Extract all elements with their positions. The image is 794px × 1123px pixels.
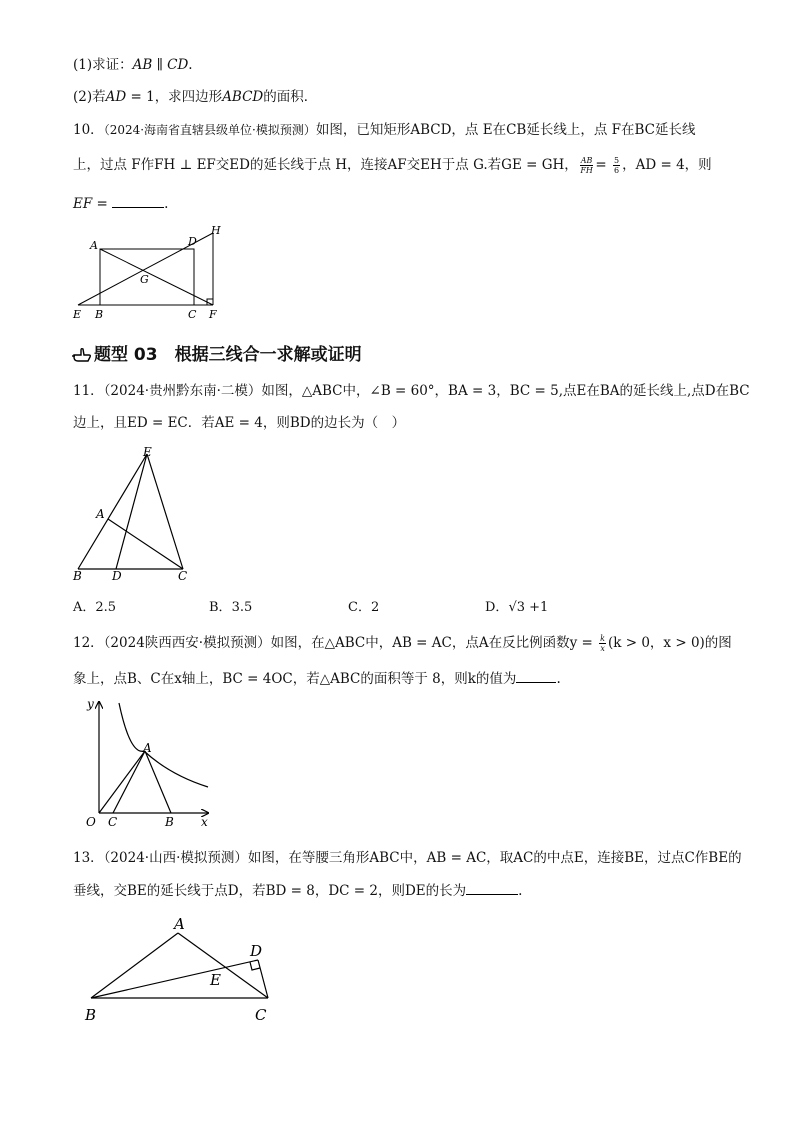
part-1-line bbox=[73, 56, 193, 74]
part-2-prefix: (2)若 bbox=[73, 89, 106, 105]
segment-be bbox=[78, 454, 147, 569]
option-letter: A． bbox=[73, 600, 96, 615]
q10-line-2 bbox=[73, 156, 712, 175]
label-e: E bbox=[210, 971, 221, 989]
option-letter: C． bbox=[348, 600, 371, 615]
label-c: C bbox=[255, 1006, 267, 1024]
part-2-eq: = 1 bbox=[126, 89, 155, 105]
option-letter: D． bbox=[485, 600, 509, 615]
pointing-hand-icon bbox=[72, 346, 92, 362]
q10-number: 10． bbox=[73, 122, 104, 138]
line-af bbox=[100, 249, 213, 305]
q10-figure bbox=[70, 225, 230, 325]
label-x: x bbox=[201, 815, 208, 829]
label-a: A bbox=[96, 507, 105, 521]
option-text: √3 +1 bbox=[508, 600, 549, 615]
q10-line-3 bbox=[73, 195, 168, 213]
q12-text-2-end: . bbox=[556, 671, 561, 687]
q12-text-1a: （2024陕西西安·模拟预测）如图，在△ABC中，AB = AC，点A在反比例函数y = bbox=[103, 635, 598, 651]
q11-line-1 bbox=[73, 382, 750, 400]
part-2-mid: ，求四边形 bbox=[154, 89, 223, 105]
q11-line-2 bbox=[73, 414, 405, 432]
q10-text-2c: ，AD = 4，则 bbox=[622, 157, 712, 173]
option-text: 3.5 bbox=[231, 600, 253, 615]
q12-figure bbox=[70, 695, 220, 835]
part-2-end: 的面积． bbox=[263, 89, 318, 105]
label-d: D bbox=[188, 235, 197, 248]
q10-text-2a: 上，过点 F作FH ⊥ EF交ED的延长线于点 H，连接AF交EH于点 G.若GE = GH， bbox=[73, 157, 578, 173]
label-b: B bbox=[73, 569, 82, 583]
segment-oa bbox=[99, 751, 145, 813]
label-b: B bbox=[85, 1006, 97, 1024]
label-e: E bbox=[73, 308, 82, 321]
q12-text-2: 象上，点B、C在x轴上，BC = 4OC，若△ABC的面积等于 8，则k的值为 bbox=[73, 671, 517, 687]
label-a: A bbox=[174, 915, 185, 933]
segment-ac bbox=[108, 519, 183, 569]
label-e: E bbox=[143, 445, 152, 459]
label-c: C bbox=[188, 308, 197, 321]
label-b: B bbox=[165, 815, 174, 829]
label-h: H bbox=[211, 224, 221, 237]
q10-text-2b: = bbox=[595, 157, 612, 173]
q13-number: 13． bbox=[73, 850, 104, 866]
label-d: D bbox=[250, 942, 263, 960]
part-2-math-abcd: ABCD bbox=[222, 89, 264, 105]
q10-source: （2024·海南省直辖县级单位·模拟预测） bbox=[103, 123, 316, 137]
q11-figure bbox=[70, 444, 200, 584]
q12-fraction-k-x: $\frac{k}{x}$ bbox=[600, 634, 605, 653]
part-1-end: . bbox=[188, 57, 193, 73]
segment-ed bbox=[116, 454, 147, 569]
label-d: D bbox=[112, 569, 122, 583]
option-letter: B． bbox=[209, 600, 232, 615]
q11-option-b[interactable] bbox=[209, 596, 252, 615]
q10-text-1: 如图，已知矩形ABCD，点 E在CB延长线上，点 F在BC延长线 bbox=[315, 122, 696, 138]
q10-fraction-ab-fh: $\frac{AB}{FH}$ bbox=[580, 156, 593, 175]
part-1-math: AB ∥ CD bbox=[132, 57, 189, 73]
q12-line-1 bbox=[73, 634, 732, 653]
label-o: O bbox=[86, 815, 96, 829]
segment-ca bbox=[113, 751, 145, 813]
q10-fraction-5-6: $\frac{5}{6}$ bbox=[614, 156, 620, 175]
option-text: 2 bbox=[370, 600, 380, 615]
q10-answer-blank[interactable] bbox=[112, 195, 164, 208]
q12-answer-blank[interactable] bbox=[516, 670, 556, 683]
label-c: C bbox=[178, 569, 188, 583]
q13-figure bbox=[75, 910, 285, 1025]
label-c: C bbox=[108, 815, 118, 829]
option-text: 2.5 bbox=[95, 600, 117, 615]
q12-number: 12． bbox=[73, 635, 104, 651]
q11-text-1: （2024·贵州黔东南·二模）如图，△ABC中，∠B = 60°，BA = 3，BC = 5,点E在BA的延长线上,点D在BC bbox=[103, 383, 750, 399]
q11-number: 11． bbox=[73, 383, 104, 399]
q11-option-a[interactable] bbox=[73, 596, 116, 615]
segment-ab bbox=[145, 751, 171, 813]
q13-answer-blank[interactable] bbox=[466, 882, 518, 895]
label-y: y bbox=[87, 697, 94, 711]
part-2-math-ad: AD bbox=[105, 89, 127, 105]
segment-ec bbox=[147, 454, 183, 569]
q11-option-d[interactable] bbox=[485, 596, 548, 615]
part-1-prefix: (1)求证： bbox=[73, 57, 133, 73]
part-2-line bbox=[73, 88, 317, 106]
q13-text-1: （2024·山西·模拟预测）如图，在等腰三角形ABC中，AB = AC，取AC的中点E，连接BE，过点C作BE的 bbox=[103, 850, 742, 866]
label-g: G bbox=[140, 273, 149, 286]
q13-line-2 bbox=[73, 882, 522, 900]
q11-option-c[interactable] bbox=[348, 596, 379, 615]
label-b: B bbox=[95, 308, 104, 321]
section-heading bbox=[72, 340, 362, 365]
q11-text-2: 边上，且ED = EC．若AE = 4，则BD的边长为（ ） bbox=[73, 415, 406, 431]
q10-text-3-end: . bbox=[164, 196, 169, 212]
q13-text-2-end: . bbox=[518, 883, 523, 899]
label-a: A bbox=[143, 741, 152, 755]
q13-line-1 bbox=[73, 849, 742, 867]
label-f: F bbox=[209, 308, 217, 321]
label-a: A bbox=[90, 239, 98, 252]
q12-line-2 bbox=[73, 670, 561, 688]
q12-text-1b: (k > 0，x > 0)的图 bbox=[608, 635, 732, 651]
q10-line-1 bbox=[73, 121, 696, 139]
q10-text-3: EF = bbox=[73, 196, 113, 212]
q13-text-2: 垂线，交BE的延长线于点D，若BD = 8，DC = 2，则DE的长为 bbox=[73, 883, 467, 899]
section-title: 题型 03 根据三线合一求解或证明 bbox=[94, 345, 362, 365]
